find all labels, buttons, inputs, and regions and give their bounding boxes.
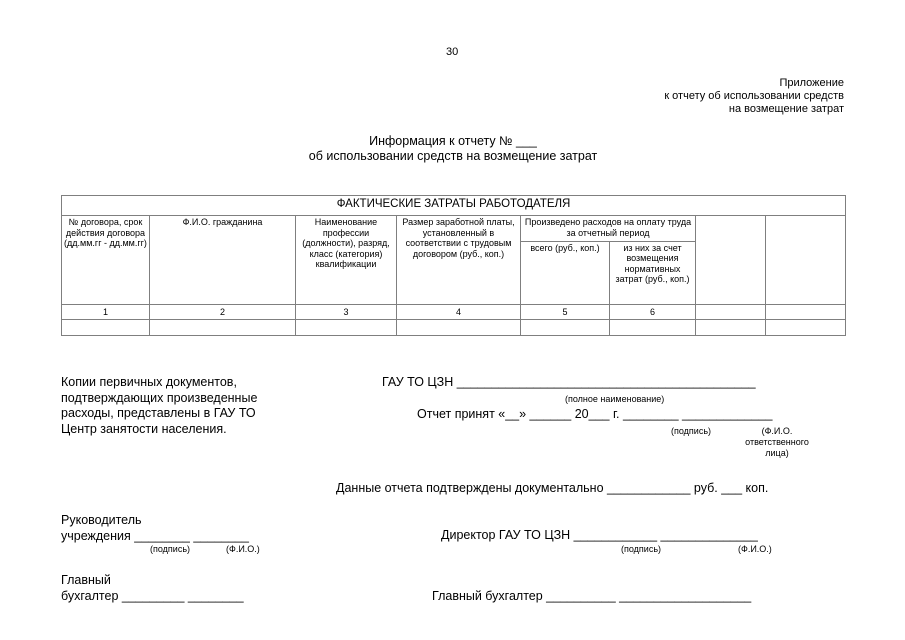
table-cell[interactable] (696, 320, 766, 336)
chief-accountant-left-block (61, 573, 244, 604)
head-signature-block (61, 513, 249, 544)
copies-note-line-4: Центр занятости населения. (61, 421, 227, 436)
signature-caption: (подпись) (671, 426, 712, 436)
director-signature-caption: (подпись) (621, 544, 662, 554)
chief-accountant-left-title: Главный (61, 573, 111, 587)
page-number: 30 (446, 46, 459, 58)
col-header-reimbursed: из них за счет возмещения нормативных затрат (руб., коп.) (610, 241, 696, 304)
director-signature-line[interactable]: Директор ГАУ ТО ЦЗН ____________ ______________ (441, 528, 758, 542)
col-header-extra-2 (766, 216, 846, 305)
report-accepted-line[interactable]: Отчет принят «__» ______ 20___ г. ________ _____________ (417, 407, 773, 421)
table-title: ФАКТИЧЕСКИЕ ЗАТРАТЫ РАБОТОДАТЕЛЯ (62, 196, 846, 216)
appendix-line-3: на возмещение затрат (728, 103, 844, 115)
document-heading (253, 134, 653, 164)
col-header-citizen-name: Ф.И.О. гражданина (150, 216, 296, 305)
heading-line-1: Информация к отчету № ___ (369, 134, 537, 148)
copies-note (61, 375, 257, 437)
gau-name-line[interactable]: ГАУ ТО ЦЗН ___________________________________________ (382, 375, 756, 389)
fio-responsible-caption: (Ф.И.О. ответственного лица) (745, 426, 809, 458)
col-number-5: 5 (521, 305, 610, 320)
heading-line-2: об использовании средств на возмещение затрат (308, 149, 598, 163)
table-cell[interactable] (397, 320, 521, 336)
col-header-expenses-group: Произведено расходов на оплату труда за отчетный период (521, 216, 696, 242)
actual-costs-table (61, 195, 846, 336)
head-title: Руководитель (61, 513, 142, 527)
director-fio-caption: (Ф.И.О.) (738, 544, 772, 554)
table-cell[interactable] (296, 320, 397, 336)
chief-accountant-left-line[interactable]: бухгалтер _________ ________ (61, 588, 244, 603)
table-cell[interactable] (521, 320, 610, 336)
col-header-contract: № договора, срок действия договора (дд.мм.гг - дд.мм.гг) (62, 216, 150, 305)
head-signature-line[interactable]: учреждения ________ ________ (61, 528, 249, 543)
copies-note-line-3: расходы, представлены в ГАУ ТО (61, 406, 256, 420)
table-cell[interactable] (150, 320, 296, 336)
appendix-block (664, 77, 844, 116)
appendix-line-2: к отчету об использовании средств (664, 90, 844, 102)
col-number-1: 1 (62, 305, 150, 320)
col-number-4: 4 (397, 305, 521, 320)
table-cell[interactable] (766, 320, 846, 336)
copies-note-line-2: подтверждающих произведенные (61, 390, 258, 405)
copies-note-line-1: Копии первичных документов, (61, 375, 237, 389)
col-header-profession: Наименование профессии (должности), разряд, класс (категория) квалификации (296, 216, 397, 305)
col-number-3: 3 (296, 305, 397, 320)
col-number-8 (766, 305, 846, 320)
col-header-extra-1 (696, 216, 766, 305)
head-signature-caption: (подпись) (150, 544, 191, 554)
table-cell[interactable] (610, 320, 696, 336)
col-header-salary: Размер заработной платы, установленный в соответствии с трудовым договором (руб., коп.) (397, 216, 521, 305)
table-row (62, 320, 846, 336)
full-name-caption: (полное наименование) (565, 394, 665, 404)
col-number-7 (696, 305, 766, 320)
table-cell[interactable] (62, 320, 150, 336)
appendix-line-1: Приложение (779, 77, 844, 89)
head-fio-caption: (Ф.И.О.) (226, 544, 260, 554)
col-number-2: 2 (150, 305, 296, 320)
col-header-total: всего (руб., коп.) (521, 241, 610, 304)
chief-accountant-right-line[interactable]: Главный бухгалтер __________ ___________________ (432, 589, 752, 603)
col-number-6: 6 (610, 305, 696, 320)
confirmed-line[interactable]: Данные отчета подтверждены документально ____________ руб. ___ коп. (336, 481, 769, 495)
